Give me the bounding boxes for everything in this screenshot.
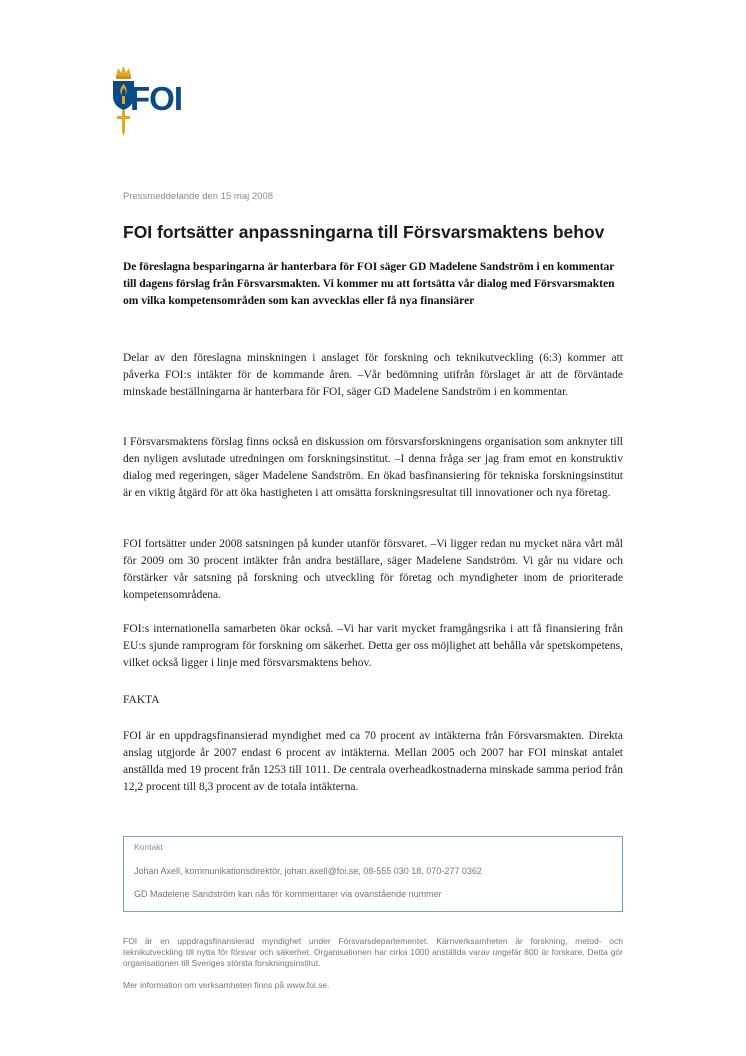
body-paragraph: Delar av den föreslagna minskningen i anslaget för forskning och teknikutveckling (6:3) kommer att påverka FOI:s intäkter för de kommande åren. –Vår bedömning utifrån förslaget är att de förväntade minskade beställningarna är hanterbara för FOI, säger GD Madelene Sandström i en kommentar.: [123, 352, 623, 398]
lead-paragraph: De föreslagna besparingarna är hanterbara för FOI säger GD Madelene Sandström i en kommentar till dagens förslag från Försvarsmakten. Vi kommer nu att fortsätta vår dialog med Försvarsmakten om vilka kompetensområden som kan avvecklas eller få nya finansiärer: [123, 261, 615, 307]
press-release-date: Pressmeddelande den 15 maj 2008: [123, 191, 273, 202]
contact-note: GD Madelene Sandström kan nås för kommentarer via ovanstående nummer: [134, 889, 442, 899]
footer-about: FOI är en uppdragsfinansierad myndighet under Försvarsdepartementet. Kärnverksamheten är forskning, metod- och teknikutveckling till nytta för försvar och säkerhet. Organisationen har cirka 1000 anställda varav ungefär 800 är forskare. Detta gör organisationen till Sveriges största forskningsinstitut.: [123, 936, 623, 968]
page-title: FOI fortsätter anpassningarna till Försvarsmaktens behov: [123, 222, 605, 242]
contact-details: Johan Axell, kommunikationsdirektör, johan.axell@foi.se, 08-555 030 18, 070-277 0362: [134, 866, 482, 876]
contact-box: [123, 836, 623, 912]
foi-logo-text: FOI: [130, 80, 182, 117]
body-paragraph: I Försvarsmaktens förslag finns också en diskussion om försvarsforskningens organisation som anknyter till den nyligen avslutade utredningen om forskningsinstitut. –I denna fråga ser jag fram emot en konstruktiv dialog med regeringen, säger Madelene Sandström. En ökad basfinansiering för tekniska forskningsinstitut är en viktig åtgärd för att öka hastigheten i att omsätta forskningsresultat till innovationer och nya företag.: [123, 436, 623, 499]
fakta-heading: FAKTA: [123, 694, 160, 706]
contact-label: Kontakt: [134, 842, 163, 852]
footer-more-info: Mer information om verksamheten finns på www.foi.se.: [123, 980, 330, 990]
body-paragraph: FOI:s internationella samarbeten ökar också. –Vi har varit mycket framgångsrika i att få finansiering från EU:s sjunde ramprogram för forskning om säkerhet. Detta ger oss möjlighet att behålla vår spetskompetens, vilket också ligger i linje med försvarsmaktens behov.: [123, 623, 623, 669]
fakta-paragraph: FOI är en uppdragsfinansierad myndighet med ca 70 procent av intäkterna från Försvarsmakten. Direkta anslag utgjorde år 2007 endast 6 procent av intäkterna. Mellan 2005 och 2007 har FOI minskat antalet anställda med 19 procent från 1253 till 1011. De centrala overheadkostnaderna minskade samma period från 12,2 procent till 8,3 procent av de totala intäkterna.: [123, 730, 623, 793]
body-paragraph: FOI fortsätter under 2008 satsningen på kunder utanför försvaret. –Vi ligger redan nu mycket nära vårt mål för 2009 om 30 procent intäkter från andra beställare, säger Madelene Sandström. Vi går nu vidare och förstärker vår satsning på forskning och utveckling för företag och myndigheter inom de prioriterade kompetensområdena.: [123, 538, 623, 601]
